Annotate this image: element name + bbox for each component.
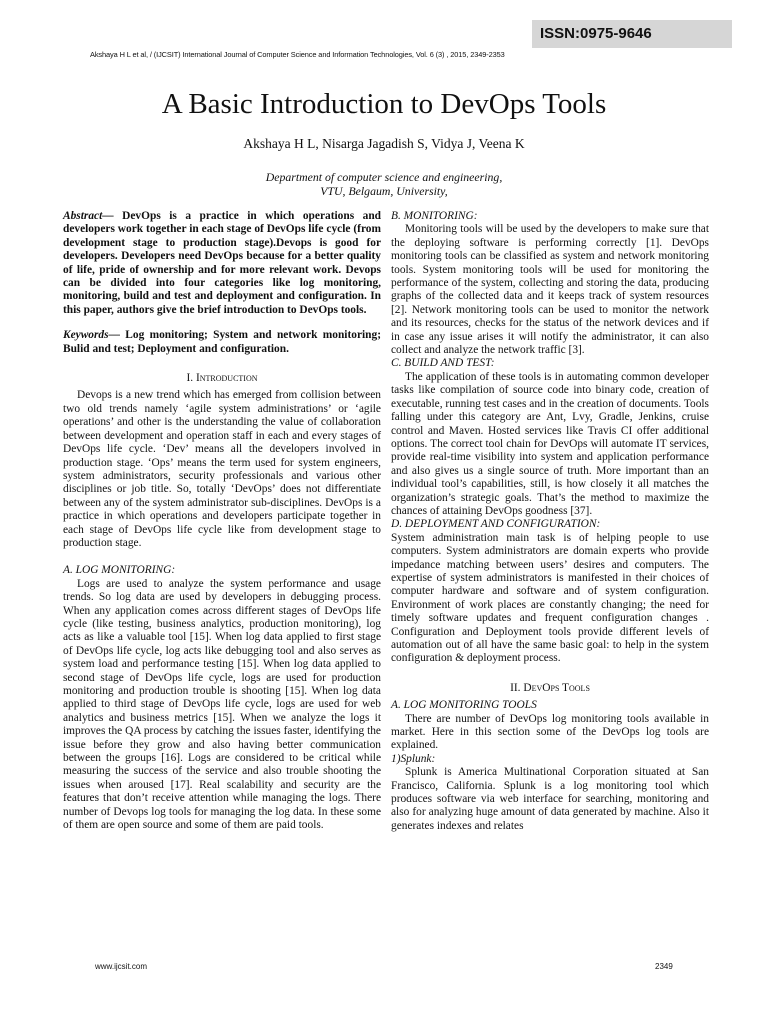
build-test-body: The application of these tools is in automating common developer tasks like compilation of source code into binary code, creation of executable, running test cases and in the creation of documents. Tools falling under this category are Ant, Lvy, Gradle, Jenkins, cruise control and Maven. Hosted services like Travis CI offer additional options. The correct tool chain for DevOps will automate IT services, provide real-time visibility into system and application performance and also gives us a single source of truth. More important than an individual tool’s capabilities, still, is how closely it all matches the organization’s strategic goals. That’s the method to maximize the chances of attaining DevOps goodness [37]. [391, 370, 709, 517]
left-column [63, 210, 381, 832]
keywords [63, 329, 381, 356]
section-title: DevOps Tools [523, 681, 590, 694]
section-title: Introduction [195, 372, 258, 385]
subsection-heading-build-test: C. BUILD AND TEST: [391, 357, 495, 370]
running-header: Akshaya H L et al, / (IJCSIT) International Journal of Computer Science and Information Technologies, Vol. 6 (3) , 2015, 2349-2353 [90, 50, 505, 59]
monitoring-body: Monitoring tools will be used by the developers to make sure that the deploying software is performing correctly [1]. DevOps monitoring tools can be classified as system and network monitoring tools. System monitoring tools will be used for monitoring the performance of the system, collecting and storing the data, producing graphs of the collected data and it keeps track of system resources [2]. Network monitoring tools can be used to monitor the network and its resources, checks for the status of the network devices and if in case any issue arises it will notify the administrator, it can also collect and analyze the network traffic [3]. [391, 223, 709, 357]
introduction-body: Devops is a new trend which has emerged from collision between two old trends namely ‘agile system administrations’ or ‘agile operations’ and other is the understanding the value of collaboration between development and operation staff in each and every stages of DevOps life cycle. ‘Dev’ means all the developers involved in production stage. ‘Ops’ means the term used for system engineers, system administrators, security professionals and various other disciplines or job title. So, totally ‘DevOps’ does not differentiate between any of the system administrator sub-disciplines. DevOps is a practice in which operations and developers participate together in each stage of DevOps life cycle like from development stage to production stage. [63, 389, 381, 549]
subsubsection-heading-splunk: 1)Splunk: [391, 752, 436, 765]
paper-title: A Basic Introduction to DevOps Tools [161, 88, 607, 120]
affiliation-line: VTU, Belgaum, University, [320, 184, 448, 198]
section-heading-introduction [63, 372, 381, 385]
abstract-label: Abstract— [63, 210, 114, 222]
abstract [63, 210, 381, 317]
section-number: II. [510, 681, 524, 694]
log-tools-body: There are number of DevOps log monitoring tools available in market. Here in this section some of the DevOps log tools are explained. [391, 712, 709, 752]
keywords-text: Log monitoring; System and network monitoring; Bulid and test; Deployment and configuration. [63, 329, 381, 355]
author-list: Akshaya H L, Nisarga Jagadish S, Vidya J, Veena K [243, 136, 525, 151]
subsection-heading-monitoring: B. MONITORING: [391, 210, 478, 222]
section-heading-devops-tools [391, 682, 709, 695]
abstract-text: DevOps is a practice in which operations and developers work together in each stage of DevOps life cycle (from development stage to production stage).Devops is good for developers. Developers need DevOps because for a better quality of life, pride of ownership and for more relevant work. Devops can be divided into four categories like log monitoring, monitoring, build and test and deployment and configuration. In this paper, authors give the brief introduction to DevOps tools. [63, 210, 381, 316]
right-column [391, 210, 709, 833]
log-monitoring-body: Logs are used to analyze the system performance and usage trends. So log data are used by developers in debugging process. When any application comes across different stages of DevOps life cycle (like testing, business analytics, production monitoring), log acts as like a valuable tool [15]. When log data applied to first stage of DevOps life cycle, log acts like debugging tool and also serves as system load and performance testing [15]. When log data applied to second stage of DevOps life cycle, logs are used for production monitoring and production trouble is shooting [15]. When log data applied to third stage of DevOps life cycle, logs are used for web analytics and business metrics [15]. When we analyze the logs it improves the QA process by catching the issues faster, identifying the issue before they grow and also having better communication between the groups [16]. Logs are considered to be critical while measuring the success of the service and also trouble shooting the issues when aroused [17]. Real scalability and security are the features that don’t receive attention while managing the logs. There number of Devops log tools for managing the log data. In these some of them are open source and some of them are paid tools. [63, 577, 381, 832]
issn-label: ISSN:0975-9646 [532, 20, 732, 48]
subsection-heading-log-tools: A. LOG MONITORING TOOLS [391, 699, 537, 712]
subsection-heading-log-monitoring: A. LOG MONITORING: [63, 564, 176, 577]
keywords-label: Keywords— [63, 329, 120, 342]
subsection-heading-deployment: D. DEPLOYMENT AND CONFIGURATION: [391, 518, 601, 531]
footer-website: www.ijcsit.com [95, 962, 148, 971]
deployment-body: System administration main task is of helping people to use computers. System administrators are domain experts who provide impedance matching between users’ desires and computers. The expertise of system administrators is manifested in their choices of computer hardware and software and of system configuration. Environment of work places are constantly changing; the need for timely software updates and frequent configuration changes . Configuration and Deployment tools provide different levels of automation out of all have the same basic goal: to help in the system configuration & deployment process. [391, 531, 709, 665]
section-number: I. [186, 372, 196, 385]
splunk-body: Splunk is America Multinational Corporation situated at San Francisco, California. Splunk is a log monitoring tool which produces software via web interface for searching, monitoring and also for analyzing huge amount of data generated by machine. Also it generates indexes and relates [391, 766, 709, 832]
page-number: 2349 [655, 962, 673, 971]
affiliation [0, 170, 768, 198]
affiliation-line: Department of computer science and engineering, [265, 170, 503, 184]
